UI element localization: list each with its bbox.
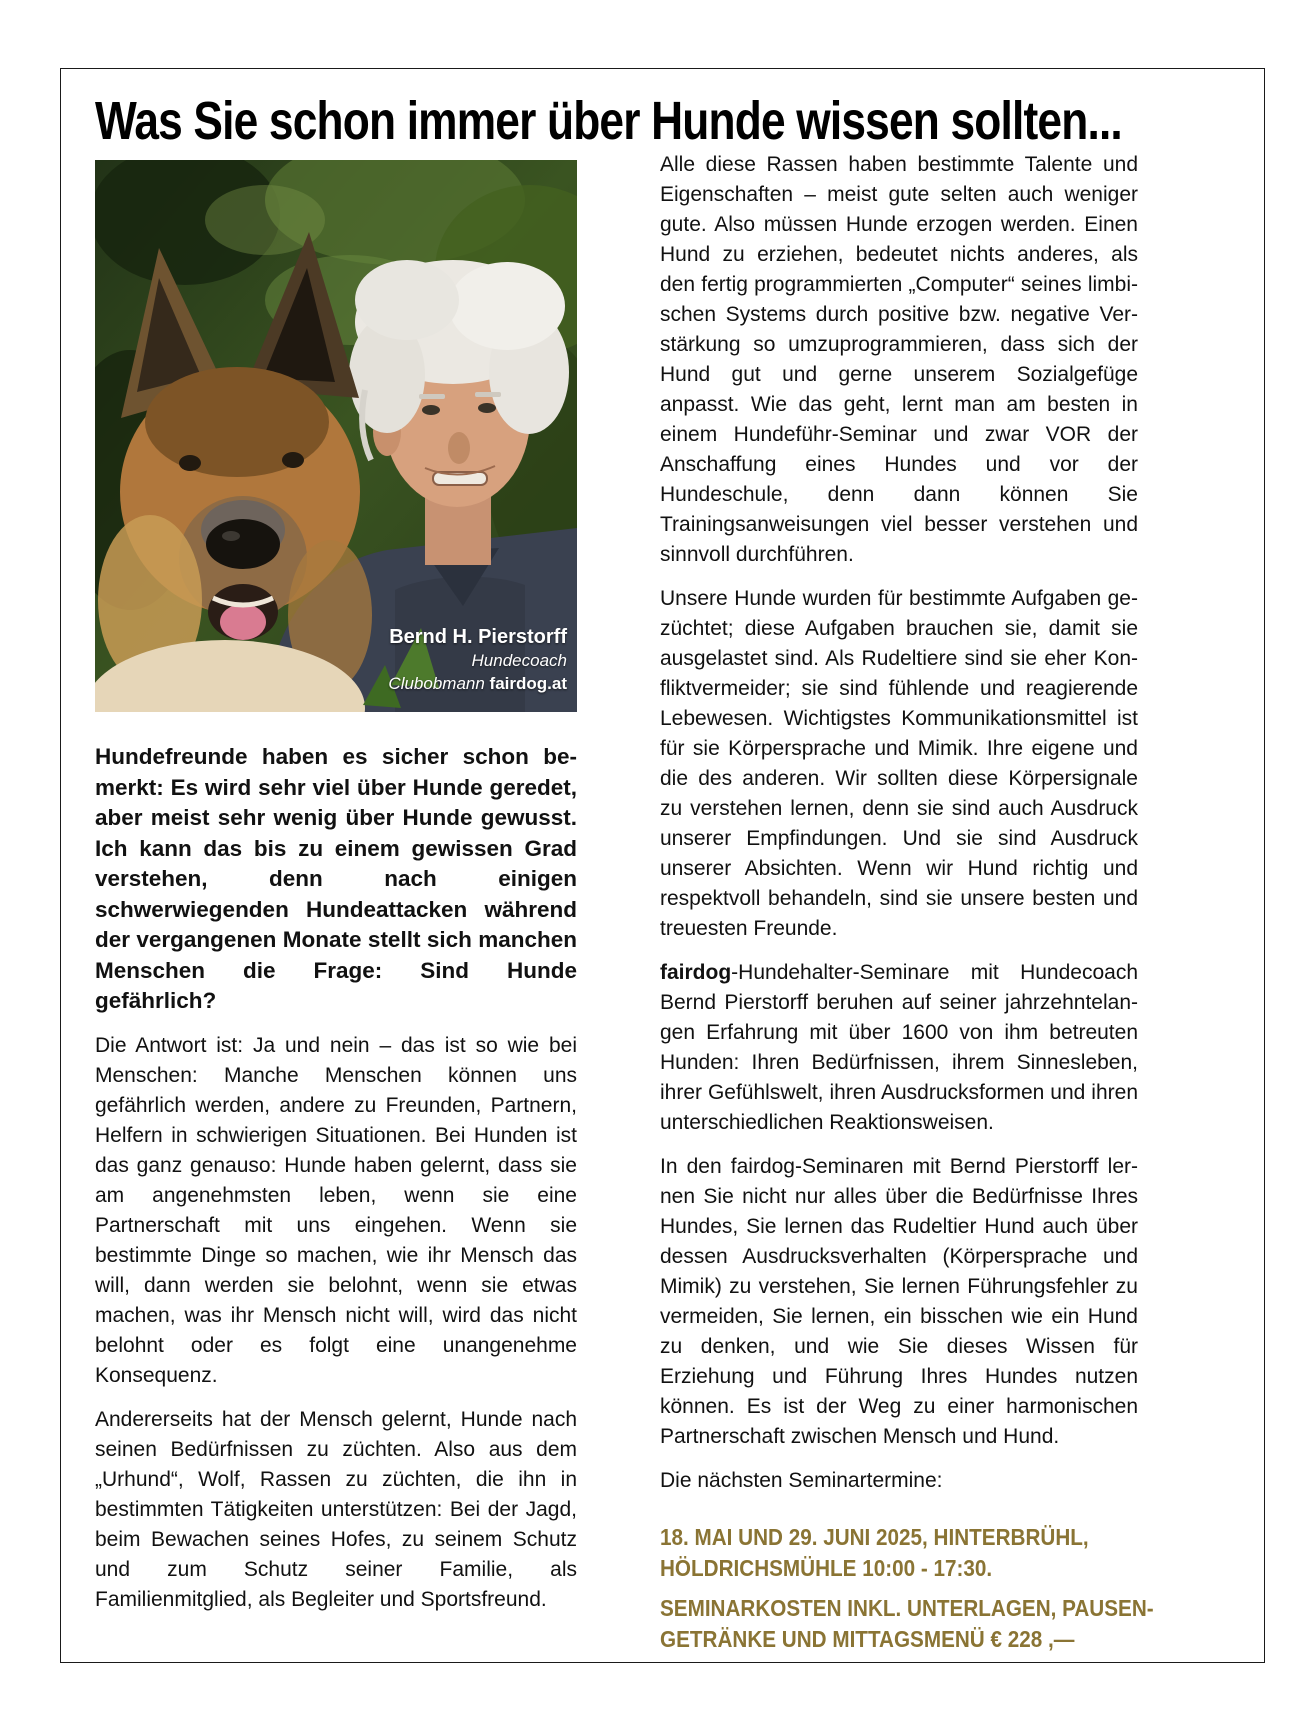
seminar-dates-label: Die nächsten Seminartermine:	[660, 1469, 943, 1492]
right-paragraph-2: Unsere Hunde wurden für bestimmte Aufgaben gezüchtet; diese Aufgaben brauchen sie, damit sie ausgelastet sind. Als Rudeltiere sind sie eher Konfliktvermeider; sie sind fühlende und reagierende Lebewesen. Wichtigstes Kommunikationsmittel ist für sie Körpersprache und Mimik. Ihre eigene und die des anderen. Wir sollten diese Körpersignale zu verstehen lernen, denn sie sind auch Ausdruck unserer Empfindungen. Und sie sind Ausdruck unserer Absichten. Wenn wir Hund richtig und respektvoll behandeln, sind sie unsere besten und treuesten Freunde.	[660, 587, 1138, 940]
right-column	[660, 150, 1154, 1655]
caption-role: Hundecoach	[471, 651, 567, 670]
right-paragraph-1: Alle diese Rassen haben bestimmte Talente und Eigenschaften – meist gute selten auch weniger gute. Also müssen Hunde erzogen werden. Einen Hund zu erziehen, bedeutet nichts anderes, als den fertig programmierten „Computer“ seines limbischen Systems durch positive bzw. negative Verstärkung so umzuprogrammieren, dass sich der Hund gut und gerne unserem Sozialgefüge anpasst. Wie das geht, lernt man am besten in einem Hundeführ-Seminar und zwar VOR der Anschaffung eines Hundes und vor der Hundeschule, denn dann können Sie Trainingsanweisungen viel besser verstehen und sinnvoll durchführen.	[660, 153, 1138, 566]
left-paragraph-1: Die Antwort ist: Ja und nein – das ist so wie bei Menschen: Manche Menschen können uns gefährlich werden, andere zu Freunden, Partnern, Helfern in schwierigen Situationen. Bei Hunden ist das ganz genauso: Hunde haben gelernt, dass sie am angenehmsten leben, wenn sie eine Partnerschaft mit uns eingehen. Wenn sie bestimmte Dinge so machen, wie ihr Mensch das will, dann werden sie belohnt, wenn sie etwas machen, was ihr Mensch nicht will, wird das nicht belohnt oder es folgt eine unangenehme Konsequenz.	[95, 1033, 577, 1387]
caption-club: Clubobmann fairdog.at	[388, 674, 567, 693]
photo-caption	[388, 626, 567, 695]
right-paragraph-4: In den fairdog-Seminaren mit Bernd Pierstorff lernen Sie nicht nur alles über die Bedürfnisse Ihres Hundes, Sie lernen das Rudeltier Hund auch über dessen Ausdrucksverhalten (Körpersprache und Mimik) zu verstehen, Sie lernen Führungsfehler zu vermeiden, Sie lernen, ein bisschen wie ein Hund zu denken, und wie Sie dieses Wissen für Erziehung und Führung Ihres Hundes nutzen können. Es ist der Weg zu einer harmonischen Partnerschaft zwischen Mensch und Hund.	[660, 1155, 1138, 1448]
seminar-date-line-2: HÖLDRICHSMÜHLE 10:00 - 17:30.	[660, 1555, 993, 1581]
seminar-cost-line-1: SEMINARKOSTEN INKL. UNTERLAGEN, PAUSEN-	[660, 1595, 1154, 1621]
fairdog-brand: fairdog	[660, 961, 732, 984]
caption-club-site: fairdog.at	[489, 674, 567, 693]
seminar-date-line-1: 18. MAI UND 29. JUNI 2025, HINTERBRÜHL,	[660, 1524, 1089, 1550]
caption-name: Bernd H. Pierstorff	[389, 626, 567, 648]
left-paragraph-2: Andererseits hat der Mensch gelernt, Hunde nach seinen Bedürfnissen zu züchten. Also aus dem „Urhund“, Wolf, Rassen zu züchten, die ihn in bestimmten Tätigkeiten unterstützen: Bei der Jagd, beim Bewachen seines Hofes, zu seinem Schutz und zum Schutz seiner Familie, als Familienmitglied, als Begleiter und Sportsfreund.	[95, 1407, 577, 1611]
article-headline: Was Sie schon immer über Hunde wissen sollten...	[95, 91, 1122, 151]
lead-paragraph: Hundefreunde haben es sicher schon bemerkt: Es wird sehr viel über Hunde geredet, aber meist sehr wenig über Hunde gewusst. Ich kann das bis zu einem gewissen Grad verstehen, denn nach einigen schwerwiegenden Hundeattacken während der vergangenen Monate stellt sich manchen Menschen die Frage: Sind Hunde gefährlich?	[95, 744, 577, 1013]
article-photo	[95, 160, 577, 712]
seminar-cost-line-2: GETRÄNKE UND MITTAGSMENÜ € 228 ,—	[660, 1626, 1075, 1652]
seminar-date-block	[660, 1522, 1138, 1584]
left-column	[95, 160, 577, 1615]
right-paragraph-3: fairdog-Hundehalter-Seminare mit Hundecoach Bernd Pierstorff beruhen auf seiner jahrzehntelangen Erfahrung mit über 1600 von ihm betreuten Hunden: Ihren Bedürfnissen, ihrem Sinnesleben, ihrer Gefühlswelt, ihren Ausdrucksformen und ihren unterschiedlichen Reaktionsweisen.	[660, 961, 1138, 1134]
seminar-cost-block	[660, 1593, 1154, 1655]
